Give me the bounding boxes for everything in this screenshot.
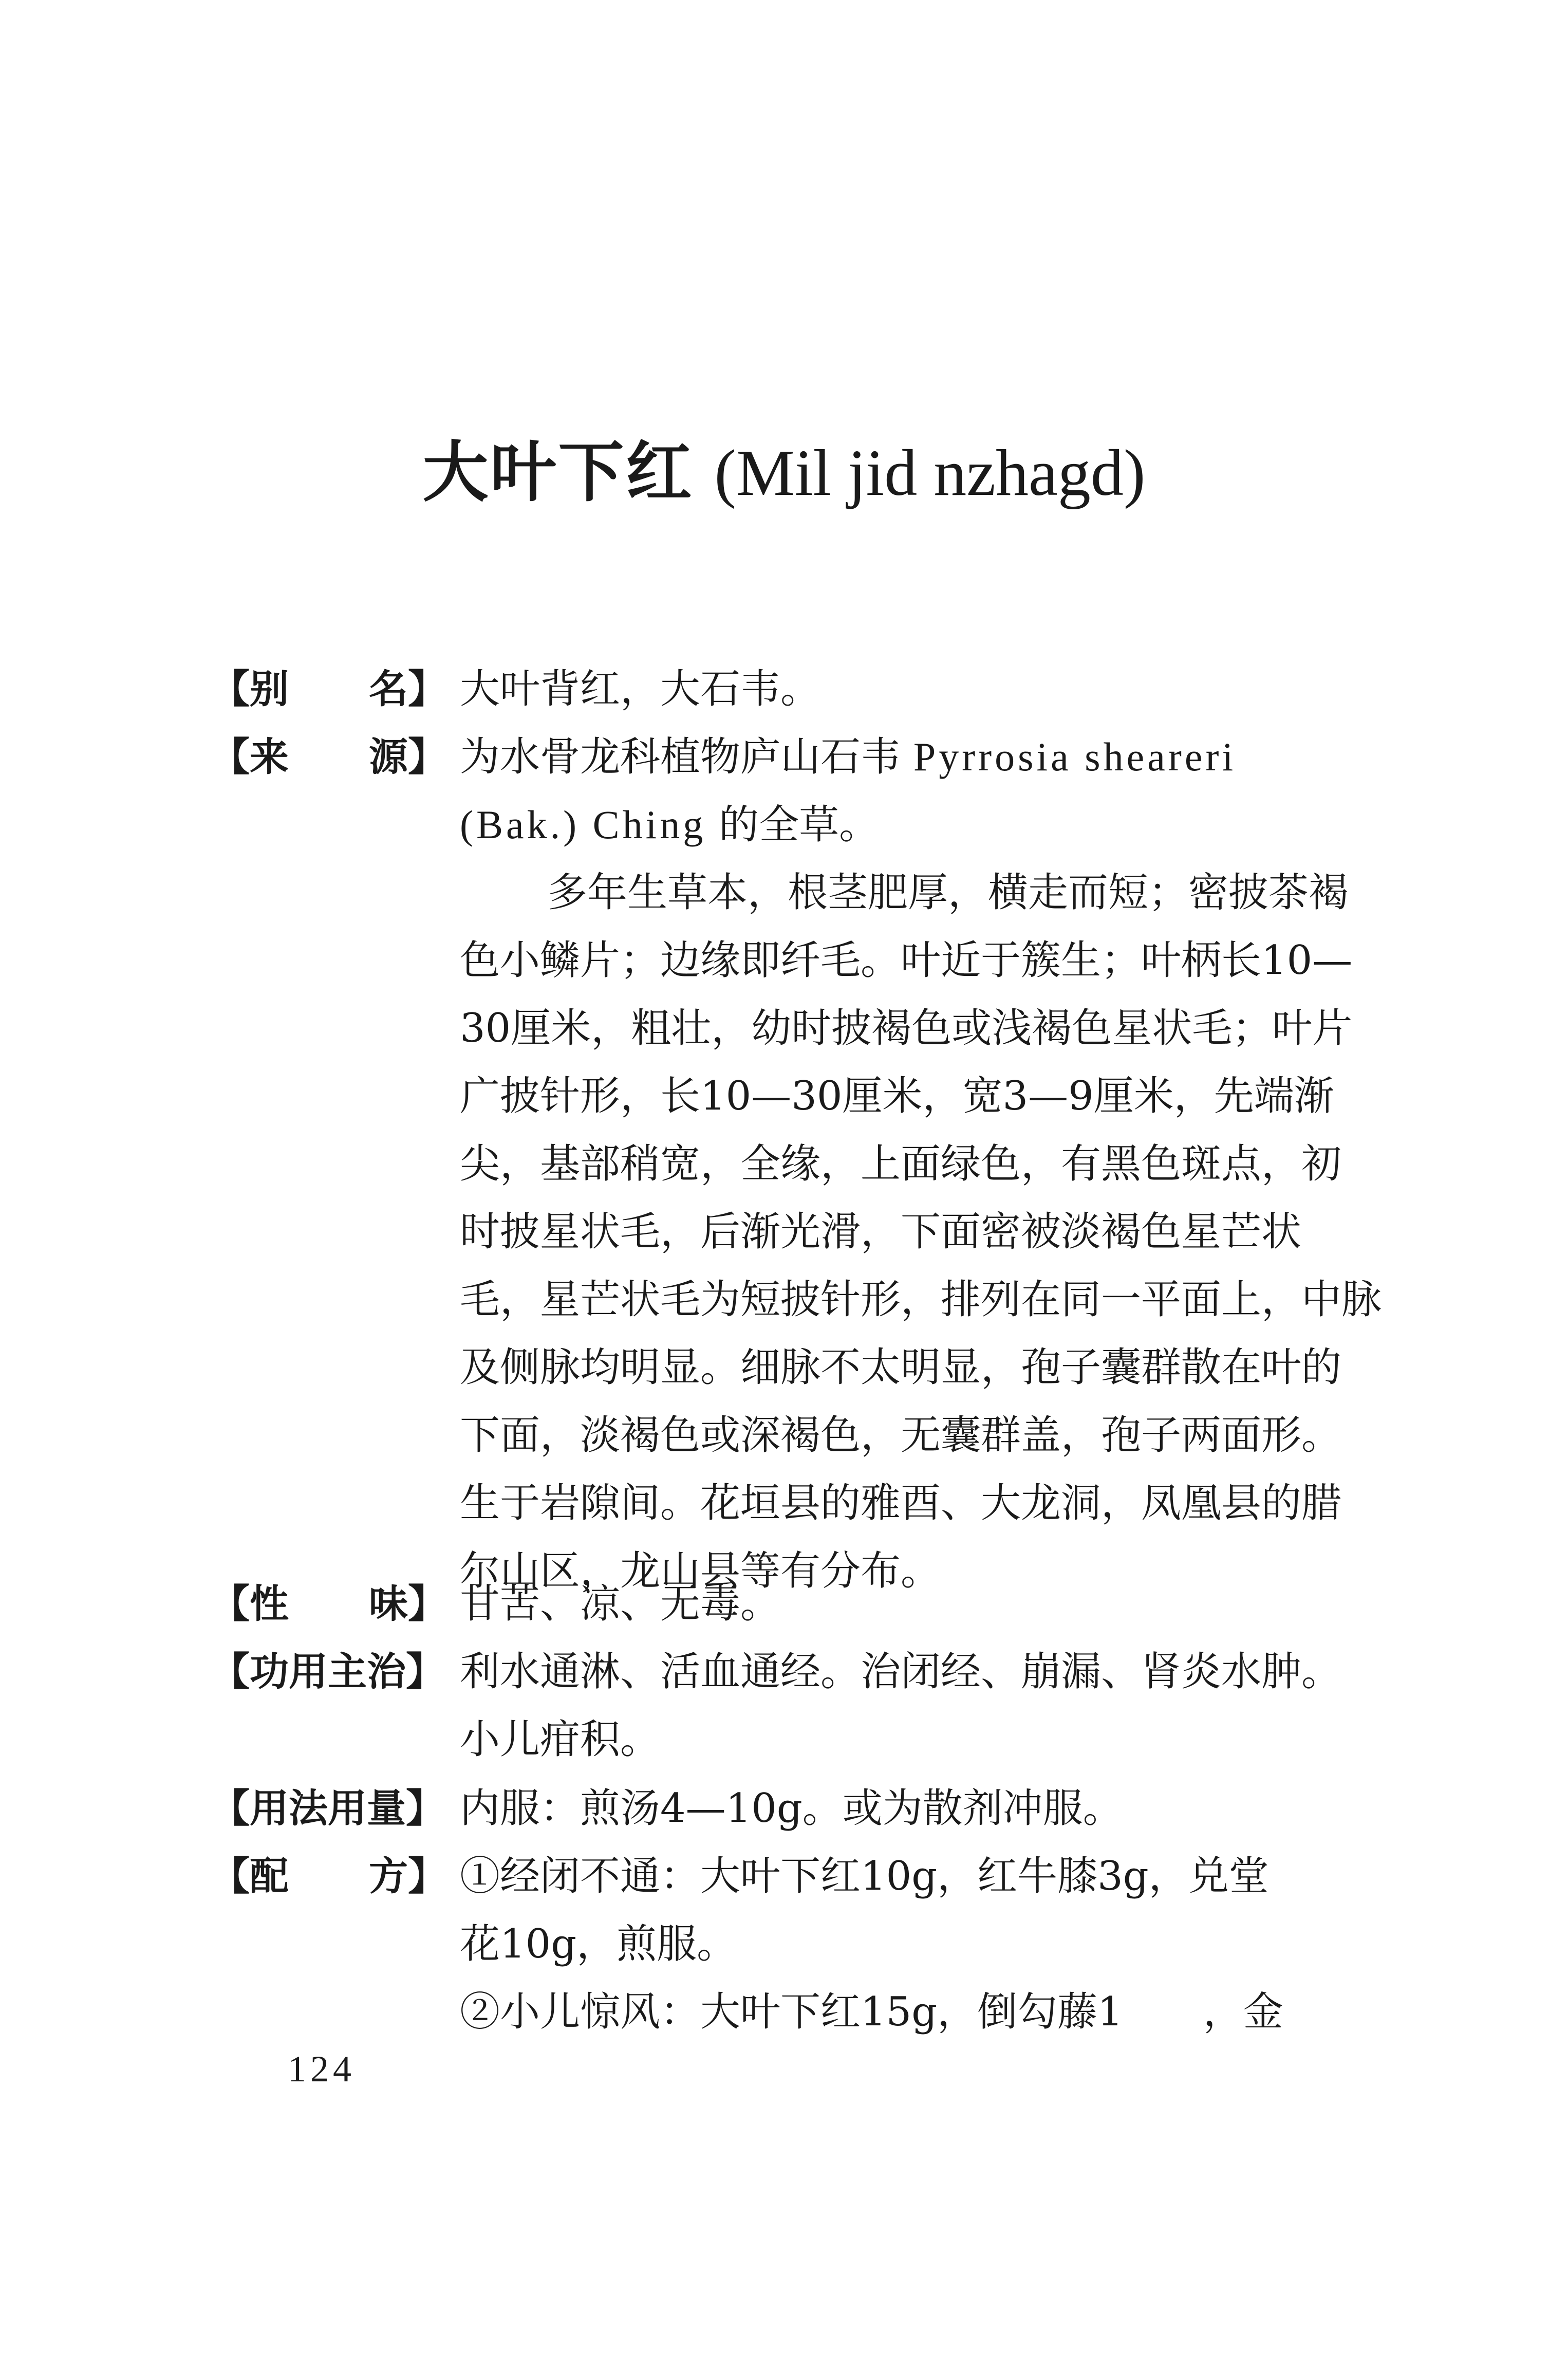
alias-text: 大叶背红，大石韦。 — [460, 666, 821, 712]
desc-line: 尖，基部稍宽，全缘，上面绿色，有黑色斑点，初 — [460, 1141, 1342, 1187]
title-chinese: 大叶下红 — [422, 434, 694, 511]
formula-line: ②小儿惊风：大叶下红15g，倒勾藤1 ，金 — [460, 1989, 1283, 2035]
desc-line: 毛，星芒状毛为短披针形，排列在同一平面上，中脉 — [460, 1277, 1382, 1323]
desc-line: 时披星状毛，后渐光滑，下面密被淡褐色星芒状 — [460, 1209, 1302, 1255]
desc-line: 多年生草本，根茎肥厚，横走而短；密披茶褐 — [547, 870, 1349, 916]
page-number: 124 — [288, 2048, 356, 2090]
formula-line: 花10g，煎服。 — [460, 1921, 737, 1967]
source-line-1: 为水骨龙科植物庐山石韦 Pyrrosia sheareri — [460, 734, 1237, 780]
formula-body — [460, 1842, 1426, 2046]
desc-line: 色小鳞片；边缘即纤毛。叶近于簇生；叶柄长10— — [460, 937, 1353, 984]
label-taste: 【性 味】 — [211, 1581, 447, 1627]
label-alias: 【别 名】 — [211, 666, 447, 712]
formula-line: ①经闭不通：大叶下红10g，红牛膝3g，兑堂 — [460, 1853, 1269, 1899]
taste-text: 甘苦、凉、无毒。 — [460, 1581, 781, 1627]
title-latin: (Mil jid nzhagd) — [714, 436, 1146, 509]
function-line: 利水通淋、活血通经。治闭经、崩漏、肾炎水肿。 — [460, 1649, 1342, 1695]
label-formula: 【配 方】 — [211, 1853, 447, 1899]
source-line-2: (Bak.) Ching 的全草。 — [460, 802, 880, 848]
desc-line: 30厘米，粗壮，幼时披褐色或浅褐色星状毛；叶片 — [460, 1005, 1353, 1051]
label-usage: 【用法用量】 — [211, 1785, 445, 1831]
usage-text: 内服：煎汤4—10g。或为散剂冲服。 — [460, 1785, 1123, 1832]
desc-line: 广披针形，长10—30厘米，宽3—9厘米，先端渐 — [460, 1073, 1334, 1119]
page-title — [0, 432, 1568, 514]
label-source: 【来 源】 — [211, 734, 447, 780]
desc-line: 尔山区，龙山县等有分布。 — [460, 1548, 941, 1594]
desc-line: 及侧脉均明显。细脉不太明显，孢子囊群散在叶的 — [460, 1344, 1342, 1391]
function-body — [460, 1638, 1426, 1774]
desc-line: 下面，淡褐色或深褐色，无囊群盖，孢子两面形。 — [460, 1412, 1342, 1458]
source-body — [460, 723, 1426, 1605]
desc-line: 生于岩隙间。花垣县的雅酉、大龙洞，凤凰县的腊 — [460, 1480, 1342, 1526]
function-line: 小儿疳积。 — [460, 1716, 661, 1763]
label-function: 【功用主治】 — [211, 1649, 445, 1694]
